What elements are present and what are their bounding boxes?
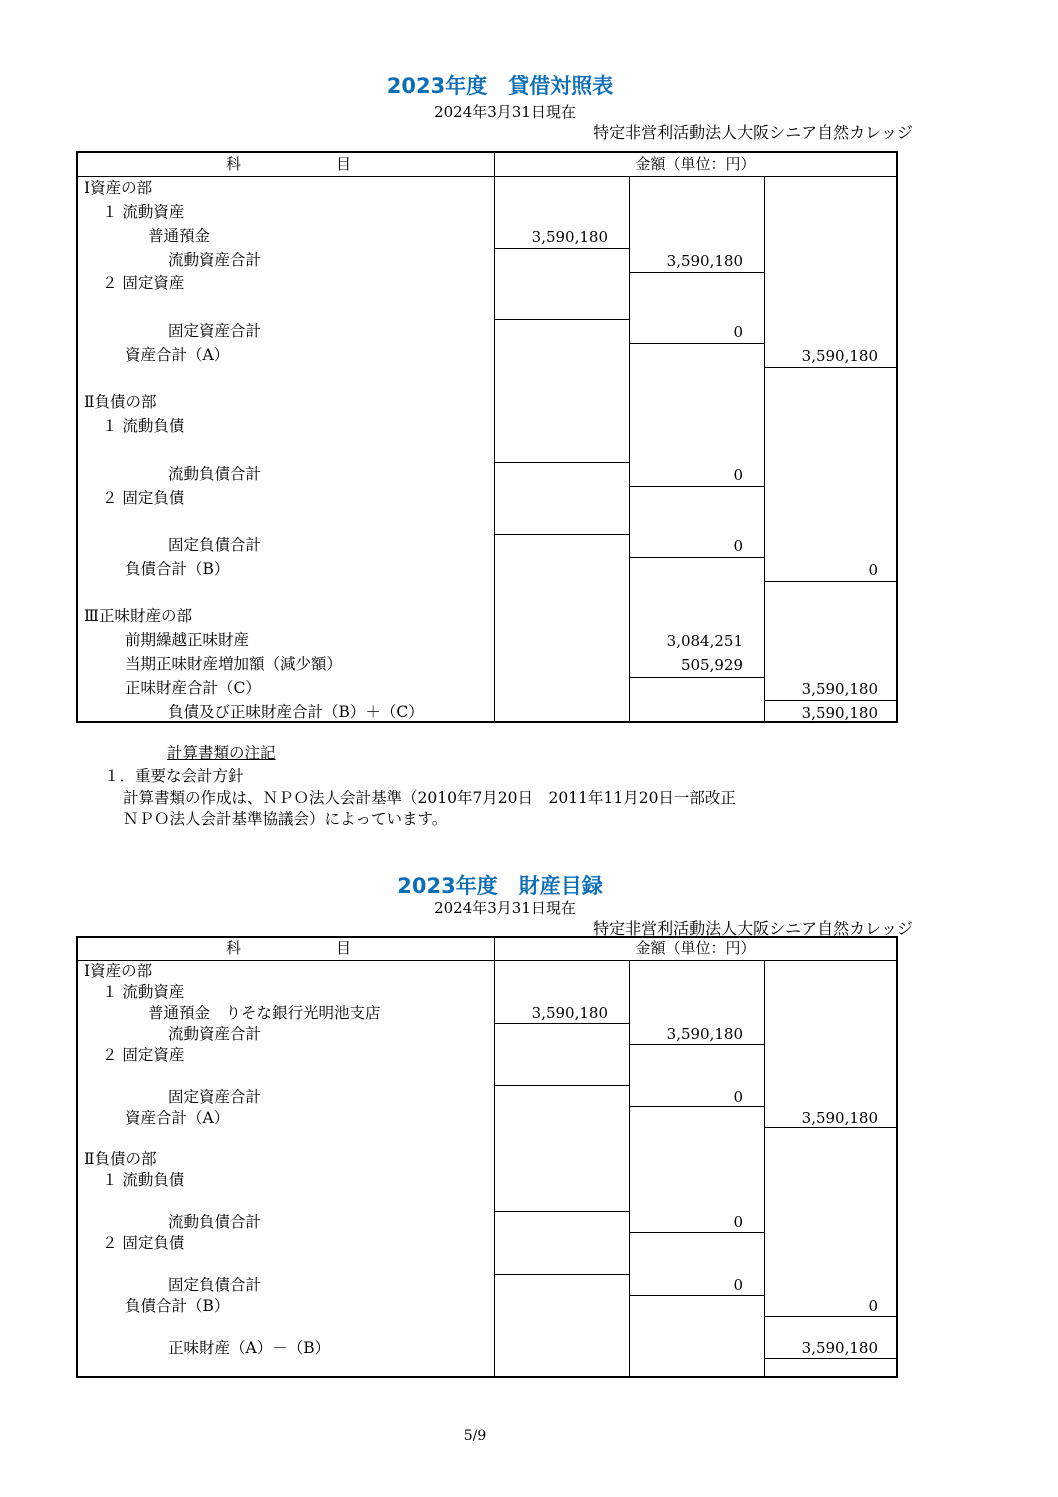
row-label: 前期繰越正味財産: [125, 631, 250, 649]
rule: [494, 1274, 629, 1275]
amount-cell: 0: [733, 323, 743, 341]
row-label: Ⅰ資産の部: [84, 962, 153, 980]
row-label: １ 流動負債: [102, 1171, 185, 1189]
row-label: 負債及び正味財産合計（B）＋（C）: [168, 703, 424, 721]
amount-cell: 0: [733, 537, 743, 555]
row-label: １ 流動資産: [102, 203, 185, 221]
amount-cell: 3,590,180: [531, 1004, 608, 1022]
rule: [494, 248, 629, 249]
amount-cell: 3,590,180: [801, 1109, 878, 1127]
col-divider: [764, 176, 765, 723]
rule: [629, 1232, 764, 1233]
rule: [494, 462, 629, 463]
inventory-date: 2024年3月31日現在: [434, 899, 576, 917]
kamoku-header-b: 目: [336, 939, 352, 957]
rule: [494, 319, 629, 320]
inventory-title: 2023年度 財産目録: [397, 874, 603, 898]
amount-cell: 0: [868, 561, 878, 579]
amount-cell: 3,590,180: [531, 228, 608, 246]
row-label: 固定資産合計: [168, 322, 262, 340]
row-label: 負債合計（B）: [125, 1297, 230, 1315]
amount-cell: 0: [733, 1088, 743, 1106]
amount-cell: 505,929: [680, 656, 743, 674]
row-label: Ⅰ資産の部: [84, 179, 153, 197]
row-label: ２ 固定負債: [102, 489, 185, 507]
amount-cell: 0: [733, 1276, 743, 1294]
row-label: 流動資産合計: [168, 1025, 262, 1043]
rule: [629, 486, 764, 487]
amount-cell: 3,590,180: [801, 680, 878, 698]
notes-line-1: 計算書類の作成は、ＮＰＯ法人会計基準（2010年7月20日 2011年11月20日一部改正: [123, 789, 736, 807]
amount-cell: 3,590,180: [801, 704, 878, 722]
rule: [629, 272, 764, 273]
row-label: 普通預金 りそな銀行光明池支店: [148, 1004, 381, 1022]
row-label: 固定負債合計: [168, 536, 262, 554]
rule: [764, 1316, 898, 1317]
row-label: Ⅲ正味財産の部: [84, 607, 192, 625]
balance-sheet-date: 2024年3月31日現在: [434, 103, 576, 121]
rule: [494, 1211, 629, 1212]
notes-line-2: ＮＰＯ法人会計基準協議会）によっています。: [123, 810, 448, 828]
rule: [629, 343, 764, 344]
amount-cell: 0: [868, 1297, 878, 1315]
row-label: 負債合計（B）: [125, 560, 230, 578]
row-label: 流動負債合計: [168, 1213, 262, 1231]
kamoku-header: [78, 153, 495, 176]
rule: [764, 700, 898, 701]
kamoku-header-a: 科: [226, 155, 242, 173]
table-header: [78, 938, 896, 961]
row-label: ２ 固定資産: [102, 274, 185, 292]
inventory-table: [76, 936, 898, 1378]
balance-sheet-table: [76, 151, 898, 723]
col-divider: [629, 960, 630, 1378]
notes-heading: 計算書類の注記: [167, 744, 276, 762]
kamoku-header: [78, 938, 495, 960]
row-label: 流動負債合計: [168, 465, 262, 483]
rule: [629, 1295, 764, 1296]
row-label: 普通預金: [148, 227, 211, 245]
row-label: 固定負債合計: [168, 1276, 262, 1294]
row-label: ２ 固定資産: [102, 1046, 185, 1064]
row-label: Ⅱ負債の部: [84, 1150, 157, 1168]
amount-cell: 3,590,180: [801, 347, 878, 365]
kamoku-header-b: 目: [336, 155, 352, 173]
row-label: 当期正味財産増加額（減少額）: [125, 655, 343, 673]
rule: [494, 534, 629, 535]
row-label: 正味財産合計（C）: [125, 679, 261, 697]
amount-header: 金額（単位：円）: [635, 939, 756, 957]
rule: [764, 1358, 898, 1359]
table-header: [78, 153, 896, 177]
amount-cell: 3,590,180: [666, 1025, 743, 1043]
rule: [629, 677, 764, 678]
page-number: 5/9: [463, 1428, 487, 1444]
balance-sheet-title: 2023年度 貸借対照表: [386, 74, 614, 98]
amount-cell: 3,590,180: [666, 252, 743, 270]
row-label: １ 流動負債: [102, 417, 185, 435]
row-label: Ⅱ負債の部: [84, 393, 157, 411]
amount-cell: 3,084,251: [666, 632, 743, 650]
amount-cell: 0: [733, 466, 743, 484]
rule: [629, 1044, 764, 1045]
amount-cell: 0: [733, 1213, 743, 1231]
kamoku-header-a: 科: [226, 939, 242, 957]
rule: [494, 1023, 629, 1024]
rule: [629, 557, 764, 558]
notes-item-1: １．重要な会計方針: [104, 767, 244, 785]
row-label: 資産合計（A）: [125, 346, 230, 364]
inventory-org: 特定非営利活動法人大阪シニア自然カレッジ: [593, 919, 913, 938]
row-label: 資産合計（A）: [125, 1109, 230, 1127]
amount-header: 金額（単位：円）: [635, 155, 756, 173]
row-label: ２ 固定負債: [102, 1234, 185, 1252]
row-label: 流動資産合計: [168, 251, 262, 269]
row-label: 正味財産（A）－（B）: [168, 1339, 331, 1357]
rule: [764, 367, 898, 368]
row-label: 固定資産合計: [168, 1088, 262, 1106]
balance-sheet-org: 特定非営利活動法人大阪シニア自然カレッジ: [593, 123, 913, 142]
rule: [764, 581, 898, 582]
amount-cell: 3,590,180: [801, 1339, 878, 1357]
rule: [494, 1085, 629, 1086]
row-label: １ 流動資産: [102, 983, 185, 1001]
